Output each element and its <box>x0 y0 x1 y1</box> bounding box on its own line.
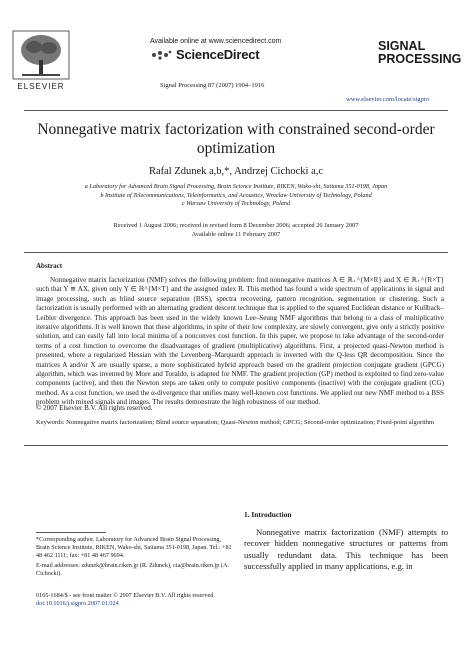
elsevier-logo <box>12 30 70 92</box>
tree-icon <box>12 30 70 80</box>
abstract-top-divider <box>24 252 448 253</box>
introduction-body: Nonnegative matrix factorization (NMF) attempts to recover hidden nonnegative structures or patterns from usually redundant data. This technique has been successfully applied in many applications, e.g. in <box>244 527 448 572</box>
journal-logo-line-2: PROCESSING <box>378 52 462 66</box>
corresponding-author-note: *Corresponding author. Laboratory for Advanced Brain Signal Processing, Brain Science Institute, RIKEN, Wako-shi, Saitama 351-0198, Japan. Tel.: +81 48 462 1111; fax: +81 48 467 9694. <box>36 536 232 560</box>
front-matter <box>36 592 215 608</box>
journal-citation: Signal Processing 87 (2007) 1904–1916 <box>160 82 265 89</box>
article-dates <box>24 222 448 239</box>
affiliation-b: b Institute of Telecommunications, Teleinformatics, and Acoustics, Wroclaw University of Technology, Poland <box>100 191 372 199</box>
doi-link[interactable]: doi:10.1016/j.sigpro.2007.01.024 <box>36 600 119 608</box>
abstract-body: Nonnegative matrix factorization (NMF) solves the following problem: find nonnegative matrices A ∈ ℝ₊^{M×R} and X ∈ ℝ₊^{R×T} such that Y ≅ AX, given only Y ∈ ℝ^{M×T} and the assigned index R. This method has found a wide spectrum of applications in signal and image processing, such as blind source separation (BSS), spectra recovering, pattern recognition, segmentation or clustering. Such a factorization is usually performed with an alternating gradient descent technique that is applied to the squared Euclidean distance or Kullback–Leibler divergence. This approach has been used in the widely known Lee–Seung NMF algorithms that belong to a class of multiplicative iterative algorithms. It is well known that these algorithms, in spite of their low complexity, are slowly convergent, give only a strictly positive solution, and can easily fall into local minima of a nonconvex cost function. In this paper, we propose to take advantage of the second-order terms of a cost function to overcome the disadvantages of gradient (multiplicative) algorithms. First, a projected quasi-Newton method is presented, where a regularized Hessian with the Levenberg–Marquardt approach is inverted with the Q-less QR decomposition. Since the matrices A and/or X are usually sparse, a more sophisticated hybrid approach based on the gradient projection conjugate gradient (GPCG) algorithm, which was invented by More and Toraldo, is adapted for NMF. The gradient projection (GP) method is exploited to find zero-value components (active), and then the Newton steps are taken only to compute positive components (inactive) with the conjugate gradient (CG) method. As a cost function, we used the α-divergence that unifies many well-known cost functions. We applied our new NMF method to a BSS problem with mixed signals and images. The results demonstrate the high robustness of our method. <box>36 276 444 407</box>
footnote-divider <box>36 532 106 533</box>
abstract-heading: Abstract <box>36 262 63 270</box>
affiliation-a: a Laboratory for Advanced Brain Signal Processing, Brain Science Institute, RIKEN, Wako-shi, Saitama 351-0198, Japan <box>84 183 388 190</box>
sciencedirect-banner <box>150 38 330 62</box>
publisher-name: ELSEVIER <box>17 82 65 91</box>
sciencedirect-icon <box>150 49 172 61</box>
article-authors: Rafal Zdunek a,b,*, Andrzej Cichocki a,c <box>148 166 324 177</box>
abstract-copyright: © 2007 Elsevier B.V. All rights reserved. <box>36 404 153 412</box>
affiliation-c: c Warsaw University of Technology, Poland <box>181 200 291 208</box>
keywords: Keywords: Nonnegative matrix factorization; Blind source separation; Quasi-Newton method; GPCG; Second-order optimization; Fixed-point algorithm <box>36 419 435 426</box>
header-divider <box>24 110 448 111</box>
sciencedirect-name: ScienceDirect <box>176 47 260 62</box>
journal-logo-line-1: SIGNAL <box>378 39 426 53</box>
journal-logo <box>378 39 462 66</box>
issn-line: 0165-1684/$ - see front matter © 2007 Elsevier B.V. All rights reserved. <box>36 592 215 599</box>
journal-url-link[interactable]: www.elsevier.com/locate/sigpro <box>346 96 430 103</box>
article-title: Nonnegative matrix factorization with constrained second-order optimization <box>37 121 435 157</box>
affiliations <box>24 183 448 209</box>
received-dates: Received 1 August 2006; received in revised form 8 December 2006; accepted 26 January 2007 <box>113 222 359 229</box>
online-date: Available online 11 February 2007 <box>191 230 281 238</box>
abstract-bottom-divider <box>24 445 448 446</box>
available-online-text[interactable]: Available online at www.sciencedirect.com <box>150 38 282 45</box>
section-heading-introduction: 1. Introduction <box>244 510 292 519</box>
footnotes <box>36 536 234 578</box>
email-addresses[interactable]: E-mail addresses: zdunek@brain.riken.jp (R. Zdunek), cia@brain.riken.jp (A. Cichocki). <box>36 561 230 577</box>
